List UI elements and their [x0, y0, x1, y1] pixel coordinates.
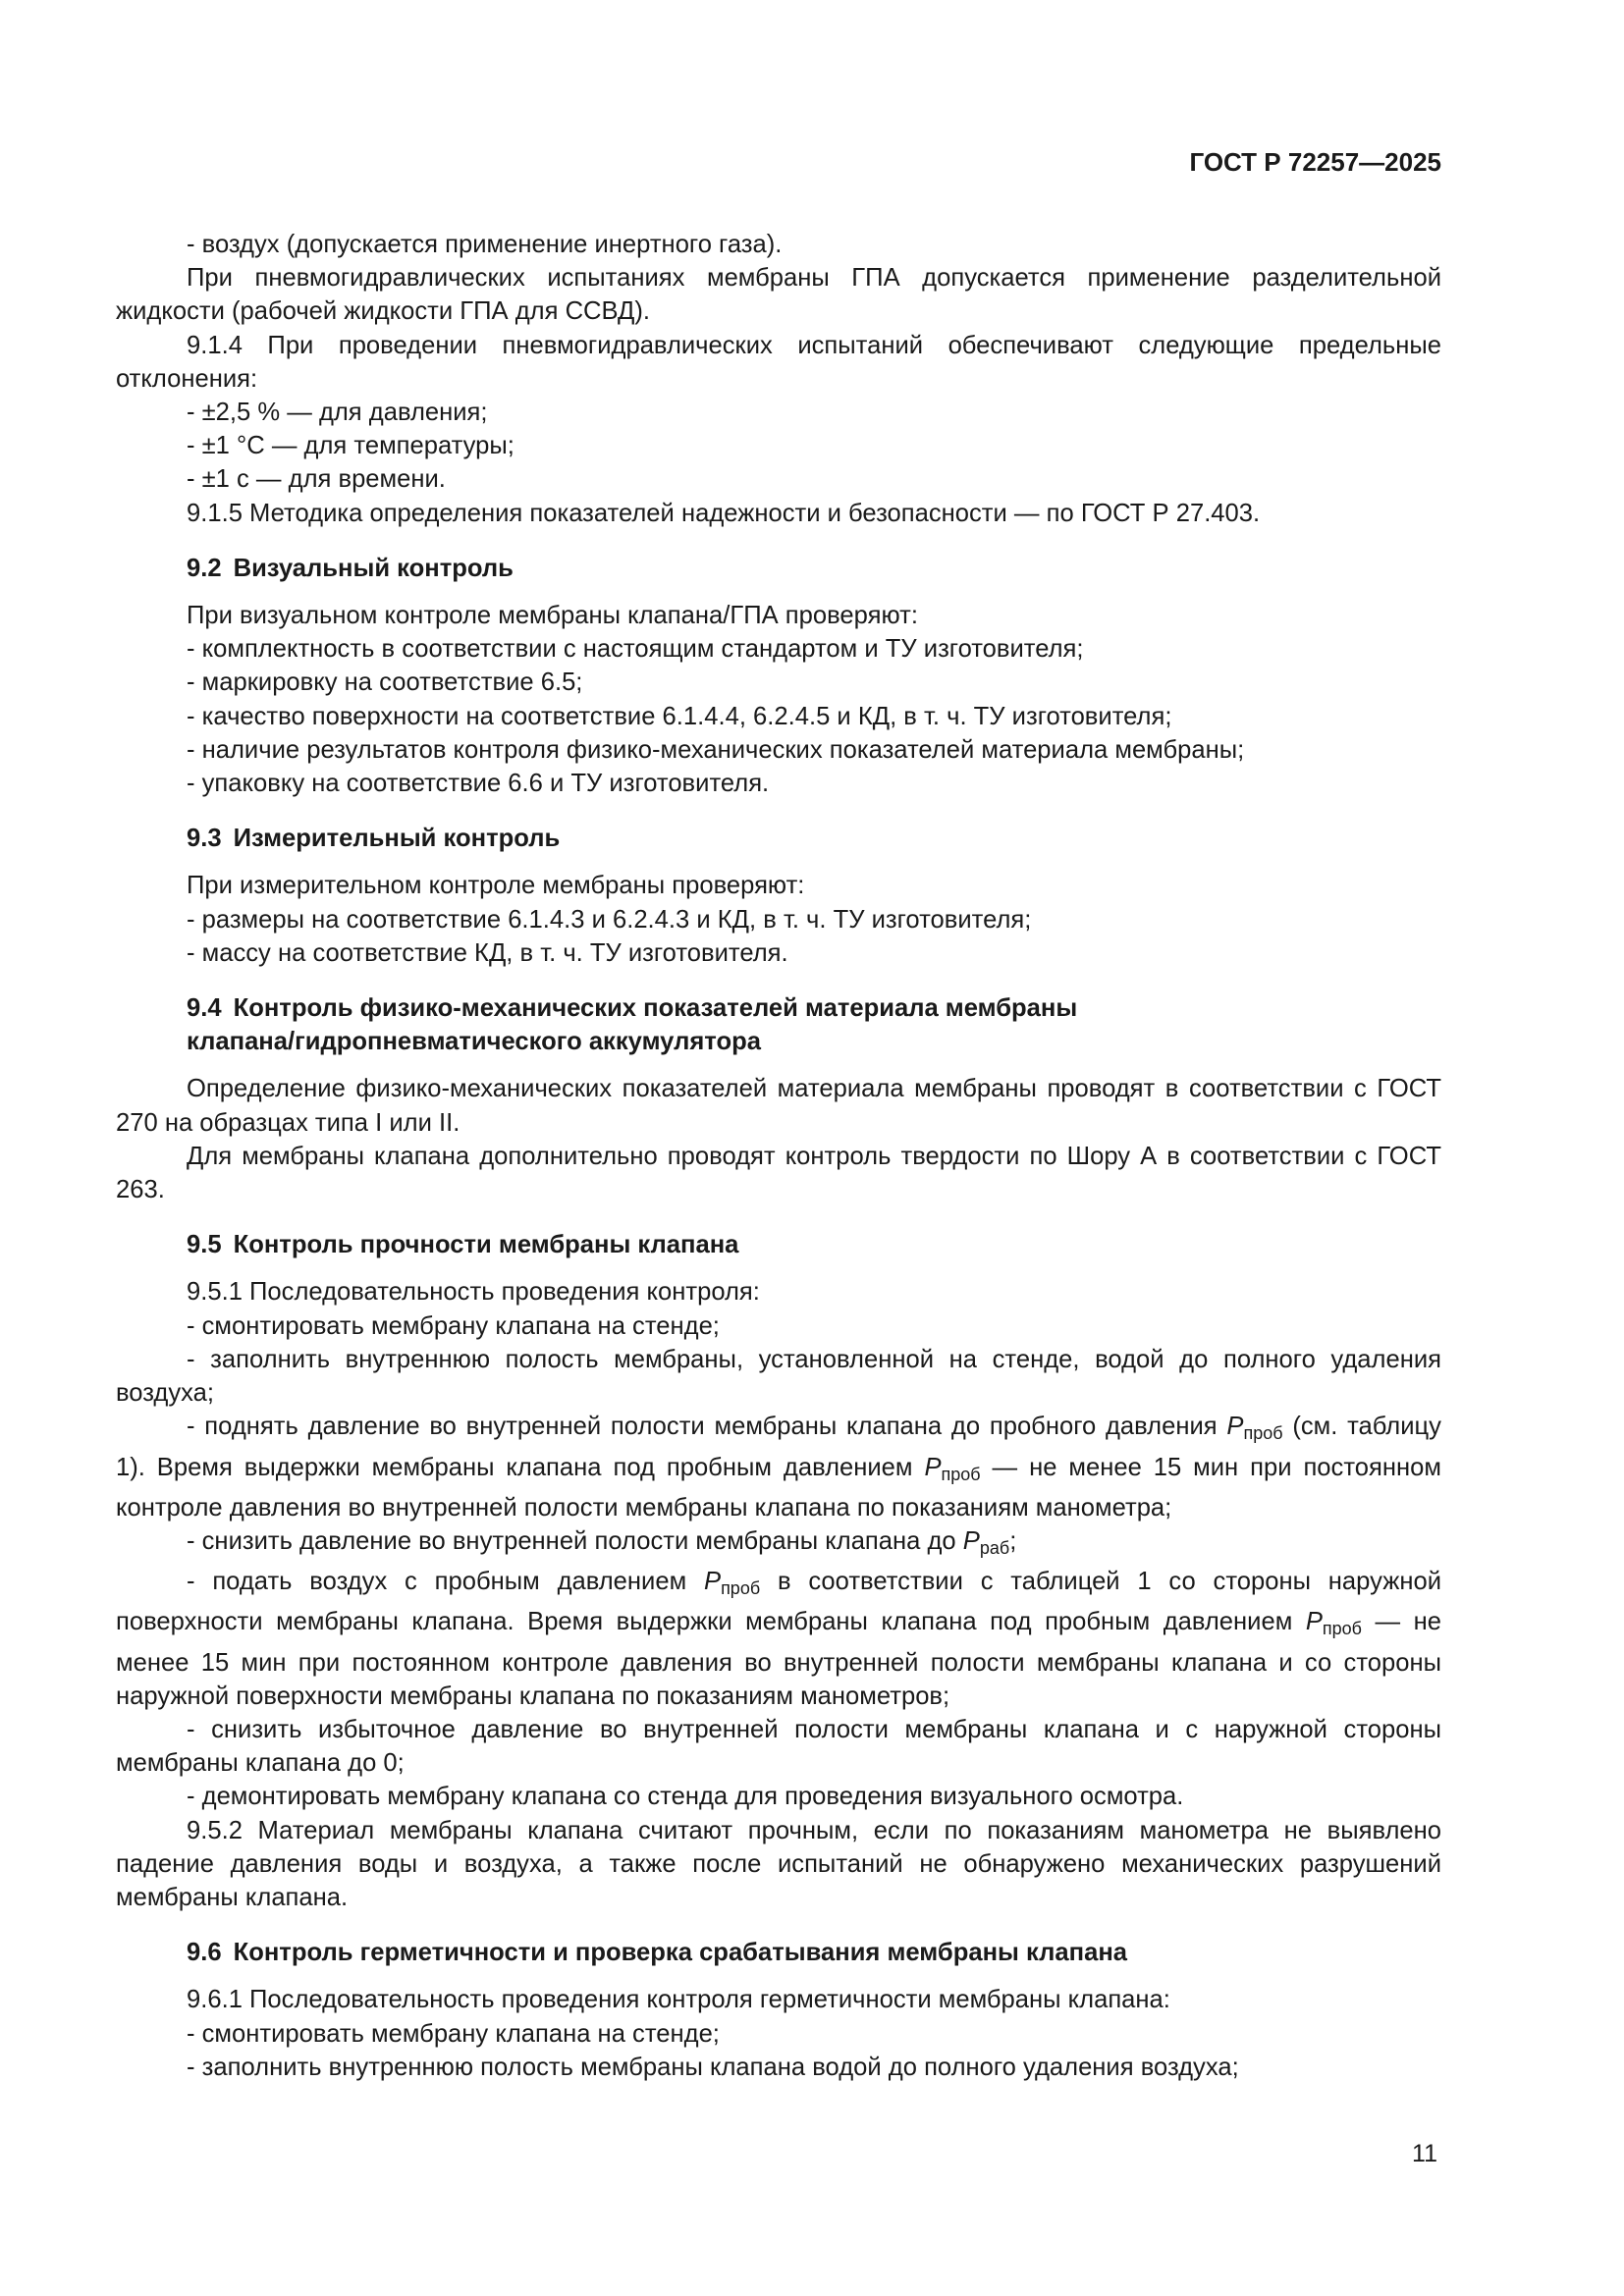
- text-run: — не менее 15 мин при постоянном контроле давления во внутренней полости мембраны клапана по показаниям манометра;: [116, 1453, 1441, 1522]
- list-item: - размеры на соответствие 6.1.4.3 и 6.2.4.3 и КД, в т. ч. ТУ изготовителя;: [187, 905, 1032, 934]
- list-item: - демонтировать мембрану клапана со стенда для проведения визуального осмотра.: [187, 1783, 1184, 1811]
- section-number: 9.4: [187, 994, 222, 1023]
- list-item: - смонтировать мембрану клапана на стенде;: [187, 1311, 720, 1340]
- section-number: 9.3: [187, 825, 222, 853]
- text-run: - поднять давление во внутренней полости мембраны клапана до пробного давления: [187, 1413, 1218, 1441]
- paragraph: 9.1.4 При проведении пневмогидравлических испытаний обеспечивают следующие предельные отклонения:: [116, 331, 1441, 393]
- section-heading-9-2: [116, 552, 1441, 585]
- list-item: - заполнить внутреннюю полость мембраны, установленной на стенде, водой до полного удаления воздуха;: [116, 1345, 1441, 1408]
- section-title: Контроль прочности мембраны клапана: [233, 1231, 739, 1259]
- paragraph: При визуальном контроле мембраны клапана/ГПА проверяют:: [187, 602, 918, 630]
- pressure-subscript: проб: [1243, 1423, 1283, 1444]
- pressure-symbol: P: [1226, 1413, 1244, 1441]
- list-item: - смонтировать мембрану клапана на стенде;: [187, 2019, 720, 2048]
- text-run: в соответствии с таблицей 1 со стороны наружной поверхности мембраны клапана. Время выдержки мембраны клапана под пробным давлением: [116, 1568, 1441, 1636]
- section-number: 9.6: [187, 1939, 222, 1967]
- section-heading-9-5: [116, 1228, 1441, 1261]
- pressure-symbol: P: [924, 1453, 942, 1481]
- document-header: ГОСТ Р 72257—2025: [1189, 147, 1441, 177]
- paragraph: 9.6.1 Последовательность проведения контроля герметичности мембраны клапана:: [187, 1986, 1170, 2014]
- list-item: [116, 1524, 1441, 1565]
- page-body: [116, 228, 1441, 2084]
- paragraph: 9.1.5 Методика определения показателей надежности и безопасности — по ГОСТ Р 27.403.: [187, 499, 1261, 527]
- section-title-continued: клапана/гидропневматического аккумулятора: [187, 1028, 761, 1056]
- list-item: - качество поверхности на соответствие 6.1.4.4, 6.2.4.5 и КД, в т. ч. ТУ изготовителя;: [187, 702, 1172, 730]
- text-run: - подать воздух с пробным давлением: [187, 1568, 687, 1596]
- pressure-subscript: проб: [1322, 1619, 1362, 1639]
- list-item: - заполнить внутреннюю полость мембраны клапана водой до полного удаления воздуха;: [187, 2053, 1239, 2081]
- list-item: - ±1 с — для времени.: [187, 465, 446, 494]
- list-item: - комплектность в соответствии с настоящим стандартом и ТУ изготовителя;: [187, 635, 1084, 664]
- paragraph: Определение физико-механических показателей материала мембраны проводят в соответствии с ГОСТ 270 на образцах типа I или II.: [116, 1075, 1441, 1137]
- paragraph: Для мембраны клапана дополнительно проводят контроль твердости по Шору А в соответствии с ГОСТ 263.: [116, 1142, 1441, 1204]
- section-heading-9-6: [116, 1936, 1441, 1969]
- section-title: Контроль герметичности и проверка срабатывания мембраны клапана: [233, 1939, 1128, 1967]
- text-run: ;: [1009, 1526, 1017, 1555]
- paragraph: При пневмогидравлических испытаниях мембраны ГПА допускается применение разделительной жидкости (рабочей жидкости ГПА для ССВД).: [116, 264, 1441, 326]
- list-item: - снизить избыточное давление во внутренней полости мембраны клапана и с наружной стороны мембраны клапана до 0;: [116, 1715, 1441, 1778]
- list-item: - маркировку на соответствие 6.5;: [187, 668, 583, 697]
- list-item: [116, 1410, 1441, 1524]
- page-number: 11: [1412, 2140, 1437, 2167]
- pressure-subscript: раб: [979, 1537, 1010, 1558]
- pressure-symbol: P: [962, 1526, 980, 1555]
- list-item: - массу на соответствие КД, в т. ч. ТУ изготовителя.: [187, 938, 788, 967]
- section-number: 9.2: [187, 554, 222, 582]
- list-item: - ±1 °С — для температуры;: [187, 432, 514, 460]
- pressure-subscript: проб: [721, 1578, 761, 1599]
- section-number: 9.5: [187, 1231, 222, 1259]
- section-heading-9-4: [116, 991, 1441, 1058]
- pressure-subscript: проб: [941, 1464, 981, 1484]
- paragraph: - воздух (допускается применение инертного газа).: [187, 231, 783, 258]
- list-item: - наличие результатов контроля физико-механических показателей материала мембраны;: [187, 735, 1245, 764]
- text-run: (см. таблицу 1). Время выдержки мембраны клапана под пробным давлением: [116, 1413, 1441, 1481]
- text-run: - снизить давление во внутренней полости мембраны клапана до: [187, 1526, 956, 1555]
- list-item: - упаковку на соответствие 6.6 и ТУ изготовителя.: [187, 770, 770, 798]
- section-title: Визуальный контроль: [233, 554, 514, 582]
- paragraph: 9.5.2 Материал мембраны клапана считают прочным, если по показаниям манометра не выявлено падение давления воды и воздуха, а также после испытаний не обнаружено механических разрушений мембраны клапана.: [116, 1816, 1441, 1911]
- list-item: - ±2,5 % — для давления;: [187, 399, 488, 427]
- paragraph: При измерительном контроле мембраны проверяют:: [187, 872, 805, 900]
- text-run: — не менее 15 мин при постоянном контроле давления во внутренней полости мембраны клапана и со стороны наружной поверхности мембраны клапана по показаниям манометров;: [116, 1608, 1441, 1710]
- pressure-symbol: P: [1305, 1608, 1323, 1636]
- list-item: [116, 1565, 1441, 1713]
- section-heading-9-3: [116, 822, 1441, 855]
- section-title: Измерительный контроль: [233, 825, 561, 853]
- paragraph: 9.5.1 Последовательность проведения контроля:: [187, 1278, 760, 1307]
- pressure-symbol: P: [703, 1568, 722, 1596]
- section-title: Контроль физико-механических показателей материала мембраны: [233, 994, 1078, 1023]
